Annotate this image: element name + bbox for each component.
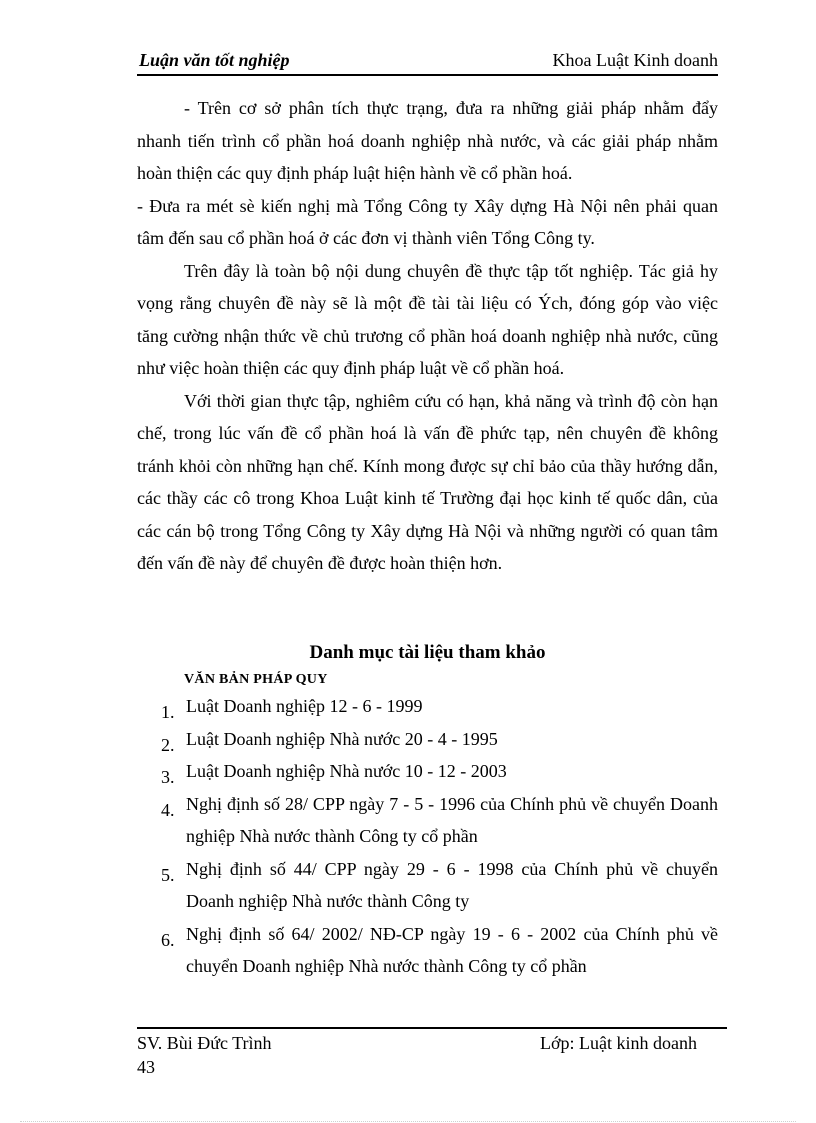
paragraph-recommendations: - Đưa ra mét sè kiến nghị mà Tổng Công ty Xây dựng Hà Nội nên phải quan tâm đến sau cổ phần hoá ở các đơn vị thành viên Tổng Công ty. [137,195,718,248]
body-text [137,92,718,580]
references [137,642,718,983]
student-name: SV. Bùi Đức Trình [137,1033,272,1053]
reference-number: 5. [161,864,175,885]
page-footer [137,1027,727,1077]
reference-text: Nghị định số 64/ 2002/ NĐ-CP ngày 19 - 6 - 2002 của Chính phủ về chuyển Doanh nghiệp Nhà nước thành Công ty cổ phần [186,923,718,976]
reference-item [137,723,718,756]
reference-item [137,755,718,788]
reference-text: Luật Doanh nghiệp Nhà nước 10 - 12 - 2003 [186,761,507,781]
references-section-heading: VĂN BẢN PHÁP QUY [184,672,328,687]
reference-text: Nghị định số 44/ CPP ngày 29 - 6 - 1998 của Chính phủ về chuyển Doanh nghiệp Nhà nước thành Công ty [186,858,718,911]
reference-number: 3. [161,767,175,787]
references-title: Danh mục tài liệu tham khảo [309,642,546,663]
paragraph-acknowledgement: Với thời gian thực tập, nghiêm cứu có hạn, khả năng và trình độ còn hạn chế, trong lúc vấn đề cổ phần hoá là vấn đề phức tạp, nên chuyên đề không tránh khỏi còn những hạn chế. Kính mong được sự chỉ bảo của thầy hướng dẫn, các thầy các cô trong Khoa Luật kinh tế Trường đại học kinh tế quốc dân, của các cán bộ trong Tổng Công ty Xây dựng Hà Nội và những người có quan tâm đến vấn đề này để chuyên đề được hoàn thiện hơn. [137,390,718,573]
page-number: 43 [137,1057,155,1077]
reference-item [137,788,718,853]
class-name: Lớp: Luật kinh doanh [540,1033,697,1053]
reference-item [137,690,718,723]
reference-item [137,918,718,983]
reference-text: Nghị định số 28/ CPP ngày 7 - 5 - 1996 của Chính phủ về chuyển Doanh nghiệp Nhà nước thành Công ty cổ phần [186,793,718,846]
reference-item [137,853,718,918]
reference-number: 4. [161,799,175,820]
reference-number: 2. [161,734,175,755]
faculty-label: Khoa Luật Kinh doanh [552,50,718,70]
paragraph-summary: Trên đây là toàn bộ nội dung chuyên đề thực tập tốt nghiệp. Tác giả hy vọng rằng chuyên đề này sẽ là một đề tài tài liệu có Ých, đóng góp vào việc tăng cường nhận thức về chủ trương cổ phần hoá doanh nghiệp nhà nước, cũng như việc hoàn thiện các quy định pháp luật về cổ phần hoá. [137,260,718,378]
thesis-label: Luận văn tốt nghiệp [139,50,290,70]
reference-text: Luật Doanh nghiệp 12 - 6 - 1999 [186,696,423,716]
paragraph-solutions: - Trên cơ sở phân tích thực trạng, đưa ra những giải pháp nhằm đẩy nhanh tiến trình cổ phần hoá doanh nghiệp nhà nước, và các giải pháp nhằm hoàn thiện các quy định pháp luật hiện hành về cổ phần hoá. [137,98,718,183]
page-edge-divider [20,1121,796,1122]
reference-number: 1. [161,702,175,722]
reference-number: 6. [161,929,175,950]
reference-text: Luật Doanh nghiệp Nhà nước 20 - 4 - 1995 [186,728,498,749]
page-header [137,48,718,76]
